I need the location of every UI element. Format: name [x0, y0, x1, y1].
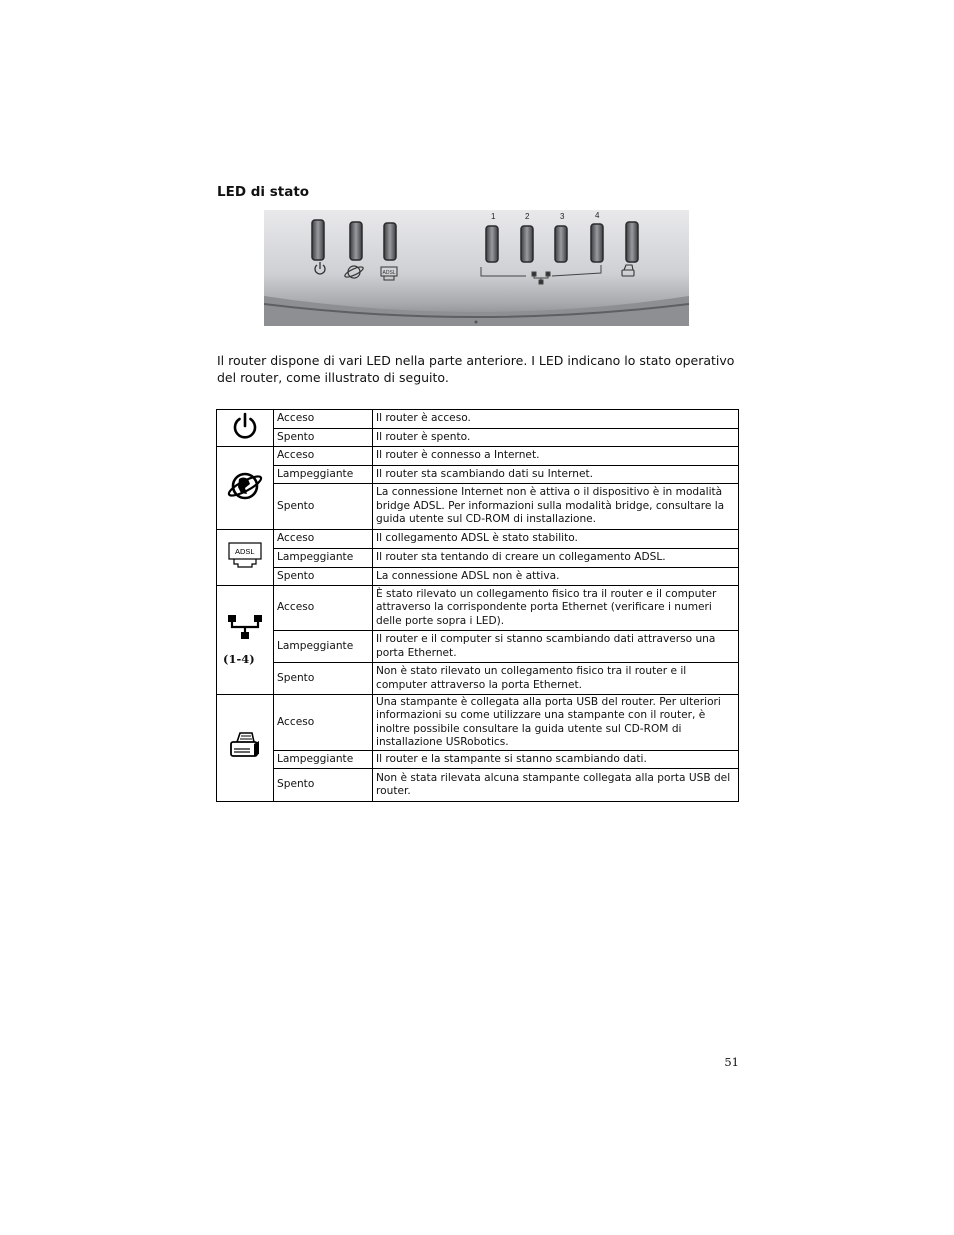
led-state: Lampeggiante	[274, 631, 373, 663]
intro-paragraph: Il router dispone di vari LED nella parte anteriore. I LED indicano lo stato operativo del router, come illustrato di seguito.	[217, 353, 735, 385]
led-description: Il router e la stampante si stanno scambiando dati.	[373, 751, 739, 769]
led-description: La connessione Internet non è attiva o il dispositivo è in modalità bridge ADSL. Per informazioni sulla modalità bridge, consultare la guida utente sul CD-ROM di installazione.	[373, 484, 739, 530]
section-title: LED di stato	[217, 184, 310, 200]
power-icon	[231, 411, 259, 441]
led-state: Acceso	[274, 695, 373, 751]
led-state: Acceso	[274, 410, 373, 429]
led-description: Una stampante è collegata alla porta USB del router. Per ulteriori informazioni su come utilizzare una stampante con il router, è inoltre possibile consultare la guida utente sul CD-ROM di installazione USRobotics.	[373, 695, 739, 751]
table-row	[217, 663, 739, 695]
port-number-label: 4	[595, 211, 600, 220]
led-state: Spento	[274, 663, 373, 695]
led-description: Non è stato rilevato un collegamento fisico tra il router e il computer attraverso la porta Ethernet.	[373, 663, 739, 695]
status-led	[486, 226, 498, 262]
led-state: Acceso	[274, 447, 373, 466]
table-row	[217, 586, 739, 631]
status-led	[591, 224, 603, 262]
table-row	[217, 549, 739, 568]
led-description: Il collegamento ADSL è stato stabilito.	[373, 530, 739, 549]
led-state: Lampeggiante	[274, 751, 373, 769]
table-row	[217, 530, 739, 549]
page-number: 51	[724, 1055, 739, 1069]
port-range-caption: (1-4)	[223, 652, 255, 667]
port-number-label: 1	[491, 212, 496, 221]
led-state: Spento	[274, 429, 373, 447]
svg-text:ADSL: ADSL	[382, 270, 396, 276]
table-row	[217, 568, 739, 586]
table-row	[217, 410, 739, 429]
led-status-table	[216, 409, 739, 802]
led-description: La connessione ADSL non è attiva.	[373, 568, 739, 586]
table-row	[217, 751, 739, 769]
status-led	[521, 226, 533, 262]
port-number-label: 3	[560, 212, 565, 221]
icon-cell	[217, 530, 274, 586]
printer-icon	[228, 730, 262, 762]
internet-globe-icon	[226, 470, 264, 502]
led-state: Acceso	[274, 586, 373, 631]
status-led	[350, 222, 362, 260]
led-state: Acceso	[274, 530, 373, 549]
ethernet-network-icon	[225, 613, 265, 641]
icon-cell	[217, 695, 274, 802]
led-state: Spento	[274, 568, 373, 586]
led-state: Spento	[274, 769, 373, 802]
table-row	[217, 466, 739, 484]
icon-cell	[217, 586, 274, 695]
icon-cell	[217, 447, 274, 530]
led-description: Il router è acceso.	[373, 410, 739, 429]
table-row	[217, 447, 739, 466]
router-front-panel-image	[264, 210, 689, 326]
led-description: Il router sta scambiando dati su Internet.	[373, 466, 739, 484]
led-state: Spento	[274, 484, 373, 530]
led-description: È stato rilevato un collegamento fisico tra il router e il computer attraverso la corrispondente porta Ethernet (verificare i numeri delle porte sopra i LED).	[373, 586, 739, 631]
led-state: Lampeggiante	[274, 466, 373, 484]
table-row	[217, 769, 739, 802]
adsl-icon	[227, 540, 263, 570]
led-description: Il router e il computer si stanno scambiando dati attraverso una porta Ethernet.	[373, 631, 739, 663]
table-row	[217, 695, 739, 751]
led-description: Il router è connesso a Internet.	[373, 447, 739, 466]
led-state: Lampeggiante	[274, 549, 373, 568]
status-led	[555, 226, 567, 262]
table-row	[217, 429, 739, 447]
status-led	[626, 222, 638, 262]
table-row	[217, 631, 739, 663]
icon-cell	[217, 410, 274, 447]
led-description: Il router sta tentando di creare un collegamento ADSL.	[373, 549, 739, 568]
table-row	[217, 484, 739, 530]
status-led	[312, 220, 324, 260]
port-number-label: 2	[525, 212, 530, 221]
led-description: Non è stata rilevata alcuna stampante collegata alla porta USB del router.	[373, 769, 739, 802]
svg-text:ADSL: ADSL	[235, 547, 255, 557]
led-description: Il router è spento.	[373, 429, 739, 447]
status-led	[384, 223, 396, 260]
